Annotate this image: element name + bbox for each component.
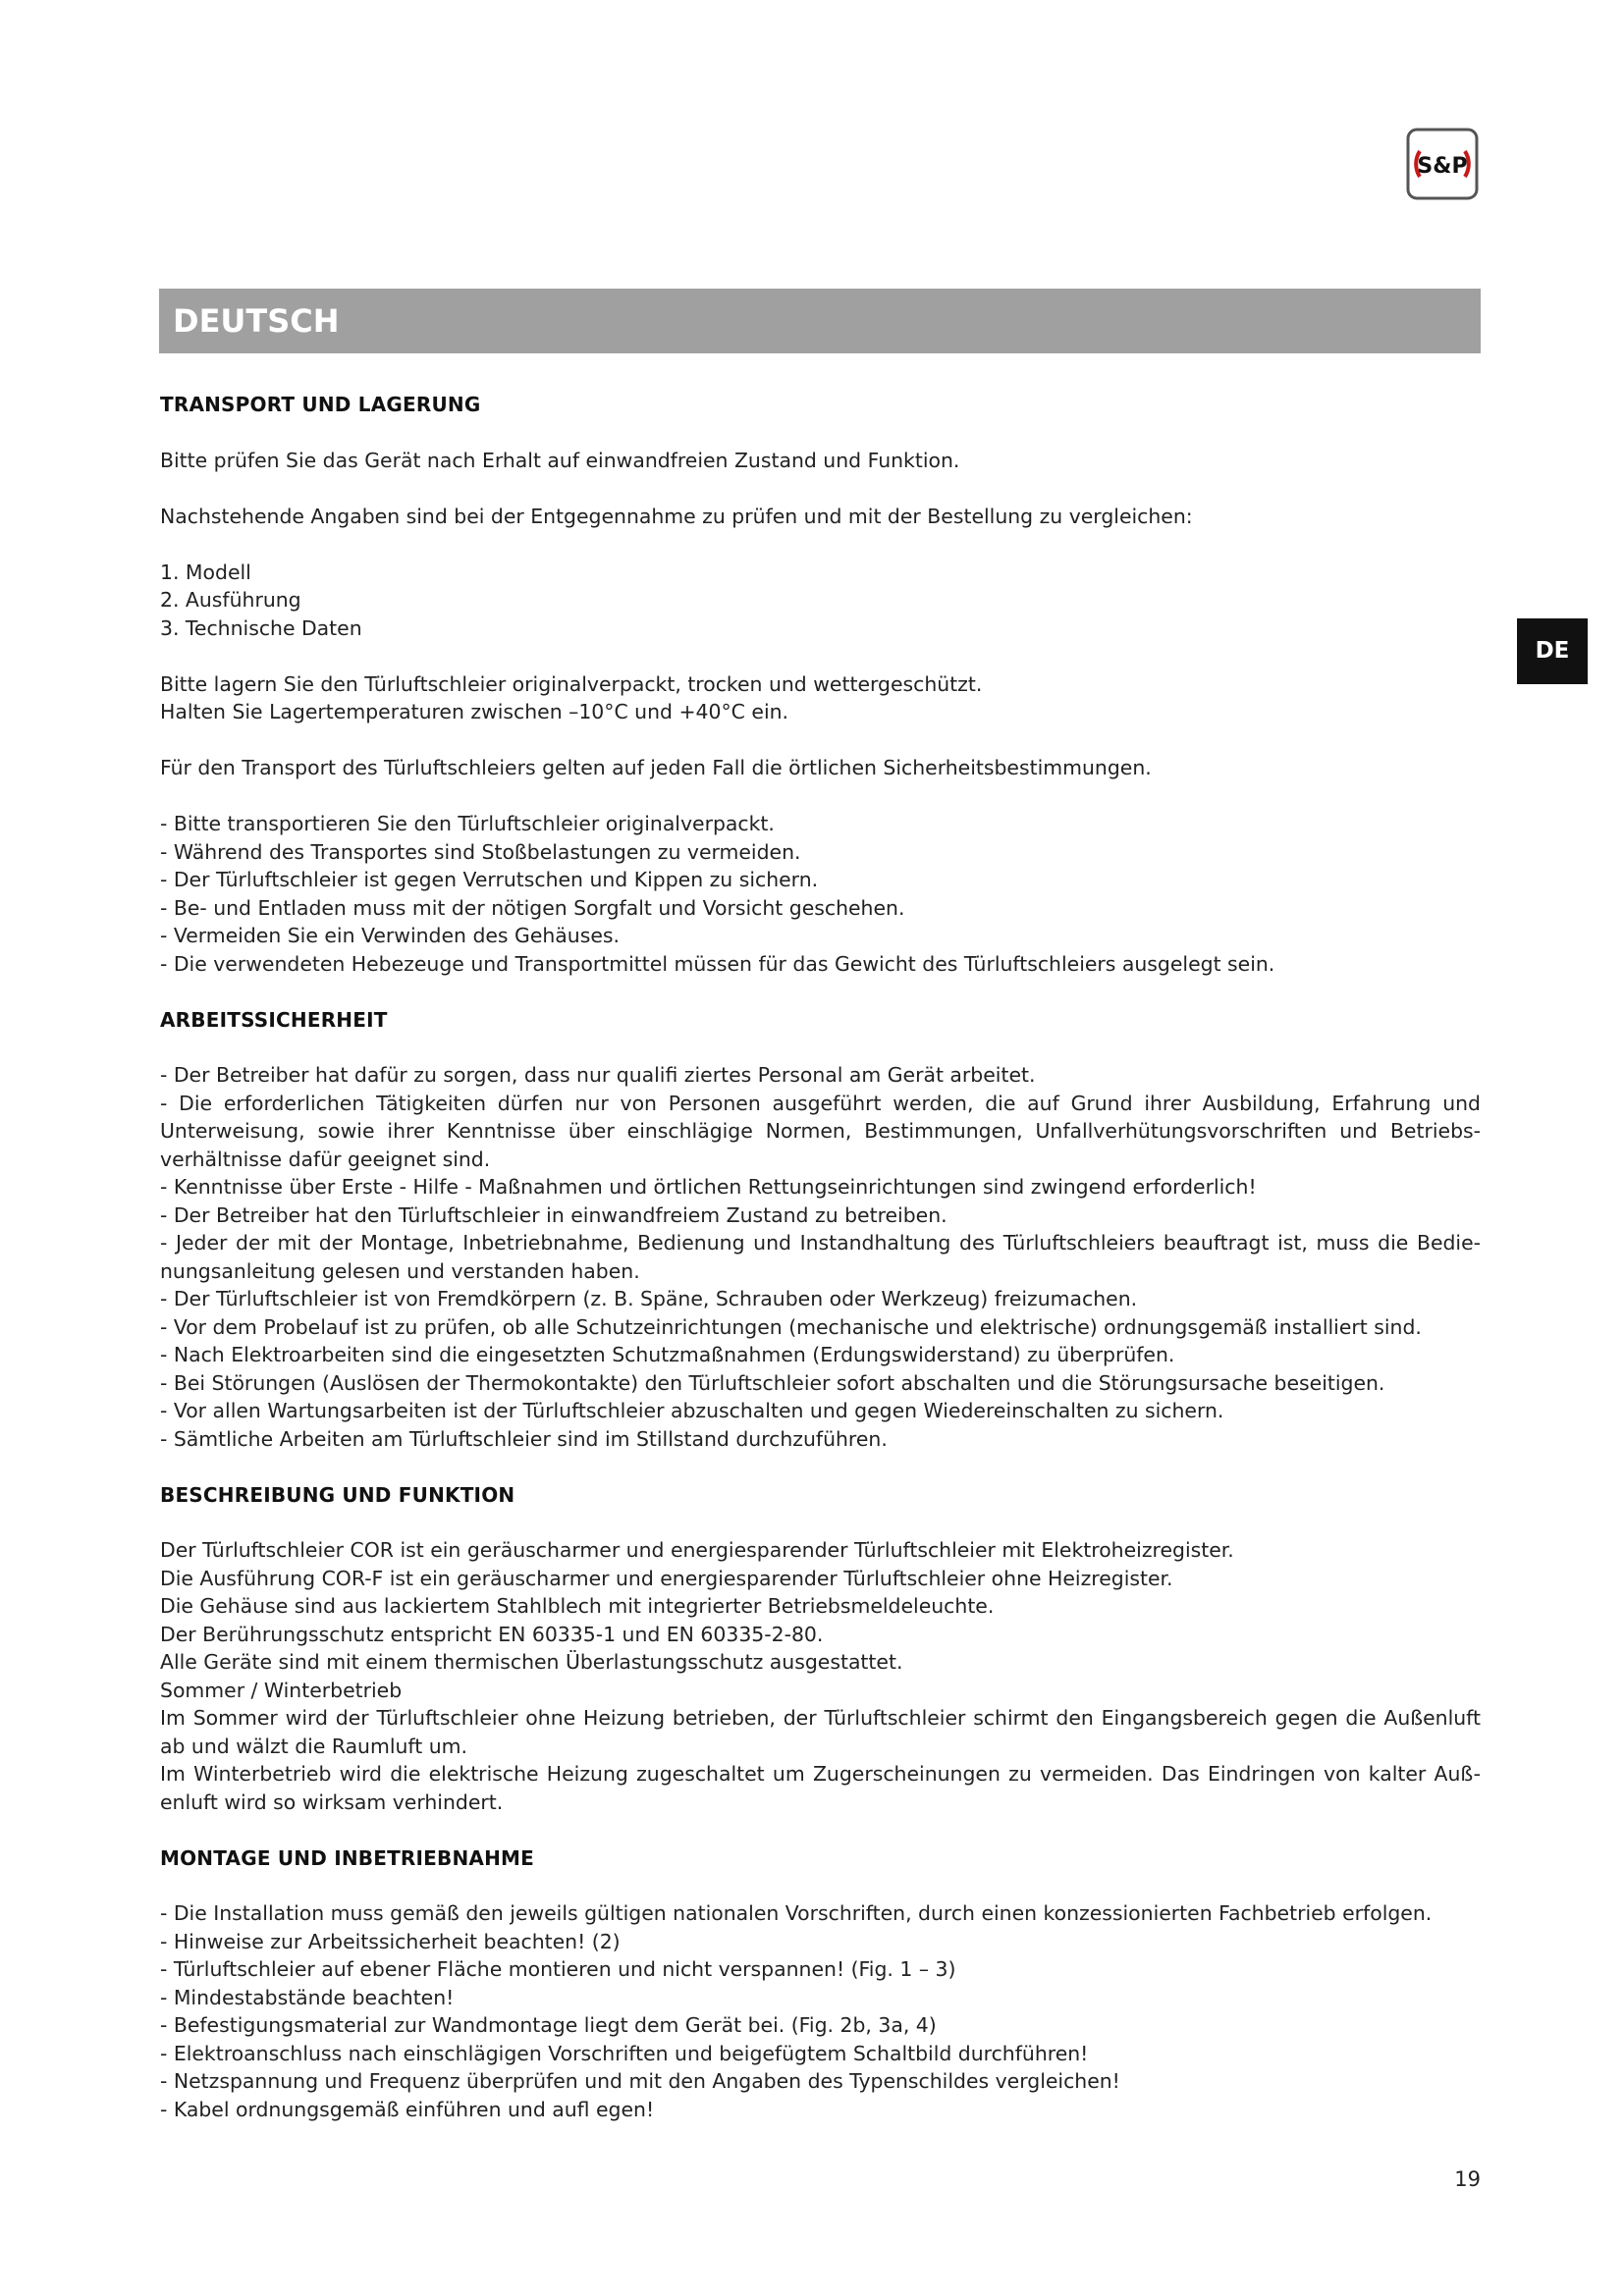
storage-line: Halten Sie Lagertemperaturen zwischen –10°C und +40°C ein.: [160, 700, 789, 723]
description-line: Die Gehäuse sind aus lackiertem Stahlblech mit integrierter Betriebsmeldeleuchte.: [160, 1594, 995, 1618]
description-line: Sommer / Winterbetrieb: [160, 1678, 403, 1702]
sp-logo: [1406, 128, 1479, 200]
list-item: - Die verwendeten Hebezeuge und Transportmittel müssen für das Gewicht des Türluftschleiers ausgelegt sein.: [160, 951, 1275, 976]
description-text: [160, 1536, 1481, 1816]
description-line: Im Winterbetrieb wird die elektrische Heizung zugeschaltet um Zugerscheinungen zu vermeiden. Das Eindringen von kalter Auß-enluft wird so wirksam verhindert.: [160, 1762, 1481, 1814]
list-item: 1. Modell: [160, 560, 251, 584]
list-item: - Kabel ordnungsgemäß einführen und aufl egen!: [160, 2097, 655, 2121]
list-item: - Der Betreiber hat dafür zu sorgen, dass nur qualifi ziertes Personal am Gerät arbeitet.: [160, 1063, 1036, 1087]
section-heading-installation: MONTAGE UND INBETRIEBNAHME: [160, 1845, 534, 1870]
list-item: - Vor allen Wartungsarbeiten ist der Türluftschleier abzuschalten und gegen Wiedereinschalten zu sichern.: [160, 1399, 1224, 1422]
language-banner: [159, 289, 1481, 353]
safety-bullet-list: [160, 1061, 1481, 1453]
list-item: - Jeder der mit der Montage, Inbetriebnahme, Bedienung und Instandhaltung des Türluftschleiers beauftragt ist, muss die Bedie-nungsanleitung gelesen und verstanden haben.: [160, 1231, 1481, 1283]
list-item: - Der Türluftschleier ist von Fremdkörpern (z. B. Späne, Schrauben oder Werkzeug) freizumachen.: [160, 1287, 1138, 1310]
list-item: - Befestigungsmaterial zur Wandmontage liegt dem Gerät bei. (Fig. 2b, 3a, 4): [160, 2013, 937, 2037]
list-item: - Nach Elektroarbeiten sind die eingesetzten Schutzmaßnahmen (Erdungswiderstand) zu überprüfen.: [160, 1343, 1175, 1366]
sp-logo-icon: [1406, 128, 1479, 200]
transport-storage-paragraph: [160, 670, 1481, 726]
list-item: - Mindestabstände beachten!: [160, 1985, 455, 2009]
section-heading-description: BESCHREIBUNG UND FUNKTION: [160, 1482, 515, 1507]
page-number: 19: [1454, 2167, 1481, 2191]
manual-content: [160, 391, 1481, 2152]
section-heading-safety: ARBEITSSICHERHEIT: [160, 1007, 388, 1032]
list-item: - Vermeiden Sie ein Verwinden des Gehäuses.: [160, 924, 620, 947]
list-item: 2. Ausführung: [160, 588, 301, 612]
transport-paragraph-2: Nachstehende Angaben sind bei der Entgegennahme zu prüfen und mit der Bestellung zu vergleichen:: [160, 504, 1193, 528]
storage-line: Bitte lagern Sie den Türluftschleier originalverpackt, trocken und wettergeschützt.: [160, 671, 983, 696]
list-item: - Sämtliche Arbeiten am Türluftschleier sind im Stillstand durchzuführen.: [160, 1426, 888, 1451]
list-item: - Der Türluftschleier ist gegen Verrutschen und Kippen zu sichern.: [160, 868, 819, 891]
list-item: 3. Technische Daten: [160, 615, 362, 640]
installation-bullet-list: [160, 1899, 1481, 2123]
list-item: - Der Betreiber hat den Türluftschleier in einwandfreiem Zustand zu betreiben.: [160, 1202, 947, 1227]
side-tab-label: DE: [1535, 638, 1570, 664]
list-item: - Kenntnisse über Erste - Hilfe - Maßnahmen und örtlichen Rettungseinrichtungen sind zwingend erforderlich!: [160, 1175, 1257, 1199]
list-item: - Be- und Entladen muss mit der nötigen Sorgfalt und Vorsicht geschehen.: [160, 895, 905, 920]
list-item: - Elektroanschluss nach einschlägigen Vorschriften und beigefügtem Schaltbild durchführen!: [160, 2041, 1089, 2065]
list-item: - Die Installation muss gemäß den jeweils gültigen nationalen Vorschriften, durch einen konzessionierten Fachbetrieb erfolgen.: [160, 1901, 1433, 1925]
transport-paragraph-4: Für den Transport des Türluftschleiers gelten auf jeden Fall die örtlichen Sicherheitsbestimmungen.: [160, 756, 1152, 779]
language-side-tab: [1517, 618, 1588, 684]
list-item: - Während des Transportes sind Stoßbelastungen zu vermeiden.: [160, 839, 801, 864]
list-item: - Bitte transportieren Sie den Türluftschleier originalverpackt.: [160, 812, 775, 835]
list-item: - Vor dem Probelauf ist zu prüfen, ob alle Schutzeinrichtungen (mechanische und elektrische) ordnungsgemäß installiert sind.: [160, 1314, 1422, 1339]
transport-bullet-list: [160, 810, 1481, 978]
banner-title: DEUTSCH: [173, 302, 340, 340]
list-item: - Türluftschleier auf ebener Fläche montieren und nicht verspannen! (Fig. 1 – 3): [160, 1957, 956, 1981]
description-line: Der Berührungsschutz entspricht EN 60335-1 und EN 60335-2-80.: [160, 1622, 824, 1646]
list-item: - Hinweise zur Arbeitssicherheit beachten! (2): [160, 1929, 621, 1953]
list-item: - Netzspannung und Frequenz überprüfen und mit den Angaben des Typenschildes vergleichen!: [160, 2069, 1120, 2093]
list-item: - Die erforderlichen Tätigkeiten dürfen nur von Personen ausgeführt werden, die auf Grund ihrer Ausbildung, Erfahrung und Unterweisung, sowie ihrer Kenntnisse über einschlägige Normen, Bestimmungen, Unfallverhütungsvorschriften und Betriebs-verhältnisse dafür geeignet sind.: [160, 1091, 1481, 1171]
description-line: Im Sommer wird der Türluftschleier ohne Heizung betrieben, der Türluftschleier schirmt den Eingangsbereich gegen die Außenluft ab und wälzt die Raumluft um.: [160, 1706, 1481, 1758]
description-line: Alle Geräte sind mit einem thermischen Überlastungsschutz ausgestattet.: [160, 1650, 903, 1674]
transport-paragraph-1: Bitte prüfen Sie das Gerät nach Erhalt auf einwandfreien Zustand und Funktion.: [160, 448, 960, 472]
svg-text:S&P: S&P: [1417, 154, 1468, 179]
list-item: - Bei Störungen (Auslösen der Thermokontakte) den Türluftschleier sofort abschalten und die Störungsursache beseitigen.: [160, 1370, 1385, 1395]
description-line: Die Ausführung COR-F ist ein geräuscharmer und energiesparender Türluftschleier ohne Heizregister.: [160, 1566, 1173, 1590]
section-heading-transport: TRANSPORT UND LAGERUNG: [160, 393, 481, 416]
transport-numbered-list: [160, 559, 1481, 643]
description-line: Der Türluftschleier COR ist ein geräuscharmer und energiesparender Türluftschleier mit Elektroheizregister.: [160, 1538, 1234, 1562]
